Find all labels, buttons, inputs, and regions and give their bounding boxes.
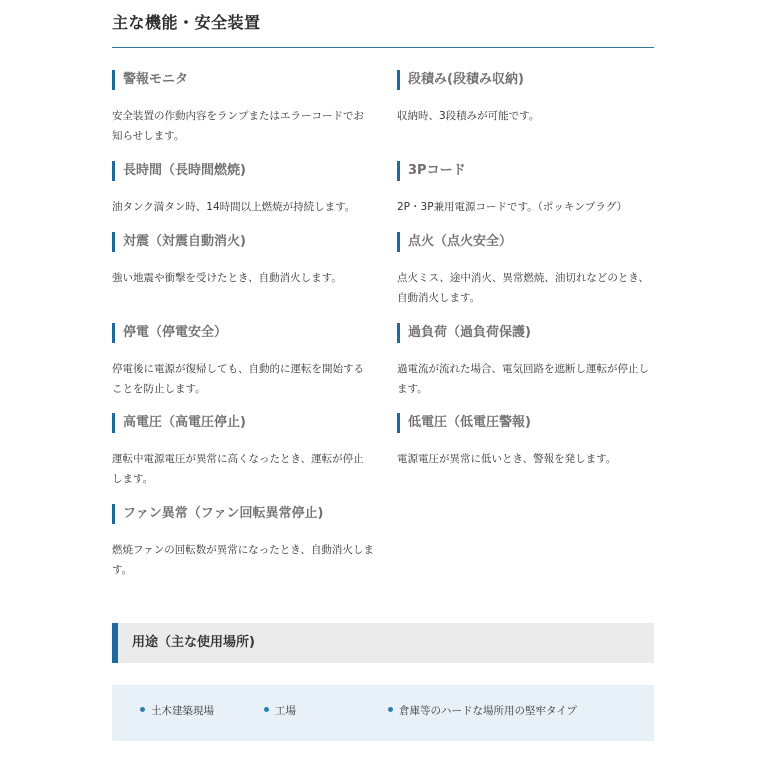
usage-item-label: 工場 [275, 705, 296, 717]
feature-title: 低電圧（低電圧警報) [397, 413, 659, 433]
feature-alarm-monitor [112, 70, 374, 146]
feature-ignition [397, 232, 659, 308]
title-divider [112, 47, 654, 48]
feature-description: 収納時、3段積みが可能です。 [397, 110, 540, 122]
bullet-icon [140, 707, 145, 712]
usage-item [264, 685, 296, 741]
feature-title: 段積み(段積み収納) [397, 70, 659, 90]
feature-description: 安全装置の作動内容をランプまたはエラーコードでお知らせします。 [112, 110, 364, 142]
usage-item-label: 倉庫等のハードな場所用の堅牢タイプ [399, 705, 577, 717]
feature-high-voltage [112, 413, 374, 489]
usage-list [112, 685, 654, 741]
feature-title: 3Pコード [397, 161, 659, 181]
feature-stacking [397, 70, 659, 126]
feature-description: 強い地震や衝撃を受けたとき、自動消火します。 [112, 272, 342, 284]
feature-title: 停電（停電安全） [112, 323, 374, 343]
feature-title: ファン異常（ファン回転異常停止) [112, 504, 374, 524]
feature-title: 警報モニタ [112, 70, 374, 90]
usage-heading: 用途（主な使用場所) [112, 623, 654, 663]
feature-low-voltage [397, 413, 659, 469]
usage-item-label: 土木建築現場 [151, 705, 214, 717]
feature-title: 点火（点火安全） [397, 232, 659, 252]
feature-description: 点火ミス、途中消火、異常燃焼、油切れなどのとき、自動消火します。 [397, 272, 649, 304]
page-title: 主な機能・安全装置 [112, 13, 261, 32]
usage-item [388, 685, 577, 741]
bullet-icon [264, 707, 269, 712]
feature-seismic [112, 232, 374, 288]
feature-title: 長時間（長時間燃焼) [112, 161, 374, 181]
feature-power-outage [112, 323, 374, 399]
feature-description: 電源電圧が異常に低いとき、警報を発します。 [397, 453, 617, 465]
feature-title: 過負荷（過負荷保護) [397, 323, 659, 343]
feature-title: 対震（対震自動消火) [112, 232, 374, 252]
bullet-icon [388, 707, 393, 712]
usage-item [140, 685, 214, 741]
feature-description: 運転中電源電圧が異常に高くなったとき、運転が停止します。 [112, 453, 364, 485]
feature-description: 停電後に電源が復帰しても、自動的に運転を開始することを防止します。 [112, 363, 364, 395]
feature-overload [397, 323, 659, 399]
feature-description: 燃焼ファンの回転数が異常になったとき、自動消火します。 [112, 544, 374, 576]
feature-description: 油タンク満タン時、14時間以上燃焼が持続します。 [112, 201, 356, 213]
feature-fan-error [112, 504, 374, 580]
feature-description: 2P・3P兼用電源コードです。（ポッキンプラグ） [397, 201, 628, 213]
feature-description: 過電流が流れた場合、電気回路を遮断し運転が停止します。 [397, 363, 649, 395]
feature-long-burn [112, 161, 374, 217]
feature-3p-cord [397, 161, 659, 217]
feature-title: 高電圧（高電圧停止) [112, 413, 374, 433]
